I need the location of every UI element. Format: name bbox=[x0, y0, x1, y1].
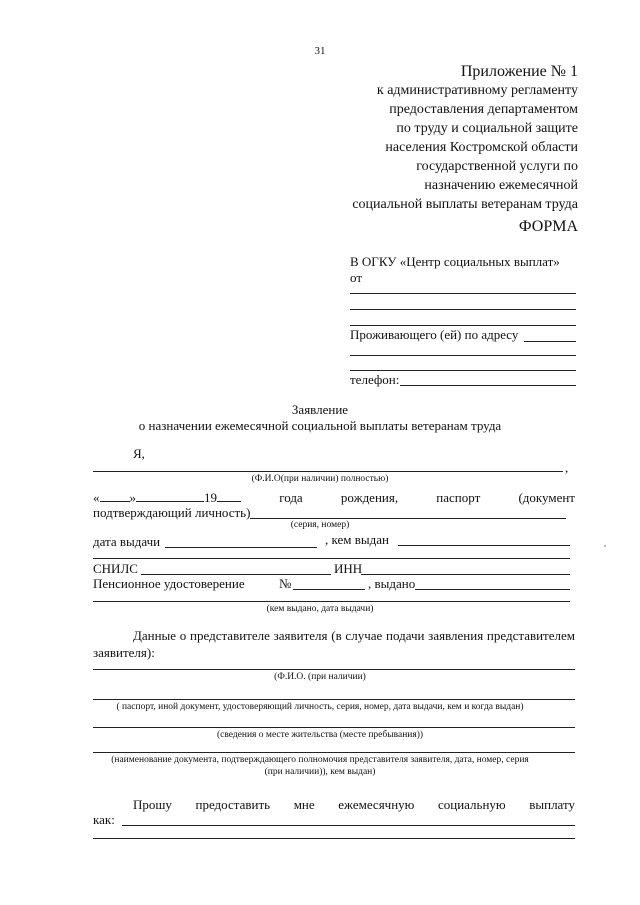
from-line-3[interactable] bbox=[350, 325, 576, 326]
appendix-line: населения Костромской области bbox=[385, 140, 578, 155]
representative-intro: Данные о представителе заявителя (в случае подачи заявления представителем заявителя): bbox=[93, 628, 575, 660]
rep-passport-line[interactable] bbox=[93, 699, 575, 700]
phone-line[interactable] bbox=[400, 385, 576, 386]
request-word: выплату bbox=[529, 797, 575, 812]
request-word: Прошу bbox=[133, 797, 172, 812]
snils-line[interactable] bbox=[141, 574, 331, 575]
statement-subtitle: о назначении ежемесячной социальной выплаты ветеранам труда bbox=[138, 418, 502, 433]
birth-day-field[interactable] bbox=[100, 489, 130, 502]
rep-authority-caption-2: (при наличии)), кем выдан) bbox=[264, 767, 376, 777]
address-line-1[interactable] bbox=[350, 355, 576, 356]
request-word: социальную bbox=[437, 797, 506, 812]
pension-cert-label: Пенсионное удостоверение bbox=[93, 576, 245, 591]
request-word: ежемесячную bbox=[338, 797, 415, 812]
inn-line[interactable] bbox=[361, 574, 570, 575]
fio-comma: , bbox=[565, 460, 569, 475]
rep-residence-caption: (сведения о месте жительства (месте пребывания)) bbox=[216, 730, 424, 740]
appendix-line: социальной выплаты ветеранам труда bbox=[352, 197, 578, 212]
rep-fio-line[interactable] bbox=[93, 669, 575, 670]
how-line-2[interactable] bbox=[93, 838, 575, 839]
confirming-label: подтверждающий личность) bbox=[93, 505, 251, 520]
pension-issued-line-2[interactable] bbox=[93, 601, 570, 602]
issued-by-label: , кем выдан bbox=[325, 532, 389, 547]
rep-authority-caption-1: (наименование документа, подтверждающего полномочия представителя заявителя, дата, номер, серия bbox=[111, 755, 529, 765]
word-birth: рождения, bbox=[340, 490, 399, 505]
birth-year-field[interactable] bbox=[217, 489, 241, 502]
appendix-line: к административному регламенту bbox=[376, 83, 578, 98]
passport-line[interactable] bbox=[250, 518, 566, 519]
series-caption: (серия, номер) bbox=[290, 520, 350, 530]
request-word: мне bbox=[293, 797, 315, 812]
how-line[interactable] bbox=[122, 825, 575, 826]
from-line-2[interactable] bbox=[350, 309, 576, 310]
rep-fio-caption: (Ф.И.О. (при наличии) bbox=[274, 672, 366, 682]
fio-caption: (Ф.И.О(при наличии) полностью) bbox=[251, 474, 389, 484]
from-line-1[interactable] bbox=[350, 293, 576, 294]
appendix-line: предоставления департаментом bbox=[389, 102, 578, 117]
applicant-i: Я, bbox=[133, 446, 145, 461]
request-word: предоставить bbox=[195, 797, 271, 812]
word-year: года bbox=[279, 490, 303, 505]
issued-caption: (кем выдано, дата выдачи) bbox=[266, 604, 374, 614]
issued-by-line[interactable] bbox=[398, 545, 570, 546]
number-sign: № bbox=[279, 576, 292, 591]
fio-line[interactable] bbox=[93, 471, 563, 472]
issue-date-line[interactable] bbox=[165, 547, 317, 548]
appendix-line: назначению ежемесячной bbox=[424, 178, 578, 193]
birth-month-field[interactable] bbox=[136, 489, 204, 502]
statement-title: Заявление bbox=[291, 402, 349, 417]
birth-close-quote: » bbox=[129, 490, 136, 505]
scan-speck bbox=[604, 545, 606, 547]
how-label: как: bbox=[93, 812, 115, 827]
word-document: (документ bbox=[518, 490, 575, 505]
word-passport: паспорт bbox=[436, 490, 481, 505]
appendix-line: государственной услуги по bbox=[416, 159, 578, 174]
rep-residence-line[interactable] bbox=[93, 727, 575, 728]
birth-row bbox=[93, 489, 575, 506]
rep-passport-caption: ( паспорт, иной документ, удостоверяющий личность, серия, номер, дата выдачи, кем и когда выдан) bbox=[116, 702, 524, 712]
phone-label: телефон: bbox=[350, 372, 400, 387]
birth-year-prefix: 19 bbox=[204, 490, 217, 505]
appendix-block bbox=[352, 62, 578, 214]
issued-by-line-2[interactable] bbox=[93, 558, 570, 559]
issued-label: , выдано bbox=[368, 576, 416, 591]
residing-label: Проживающего (ей) по адресу bbox=[350, 327, 519, 342]
issue-date-label: дата выдачи bbox=[93, 534, 161, 549]
recipient-from: от bbox=[350, 270, 363, 285]
address-line-0[interactable] bbox=[524, 341, 576, 342]
rep-authority-line[interactable] bbox=[93, 752, 575, 753]
pension-number-line[interactable] bbox=[293, 589, 365, 590]
inn-label: ИНН bbox=[334, 561, 363, 576]
appendix-title: Приложение № 1 bbox=[460, 63, 578, 80]
page-number: 31 bbox=[314, 45, 326, 57]
pension-issued-line[interactable] bbox=[415, 589, 570, 590]
address-line-2[interactable] bbox=[350, 370, 576, 371]
birth-open-quote: « bbox=[93, 490, 100, 505]
form-label: ФОРМА bbox=[518, 218, 578, 235]
appendix-line: по труду и социальной защите bbox=[396, 121, 578, 136]
recipient-to: В ОГКУ «Центр социальных выплат» bbox=[350, 254, 560, 269]
request-row bbox=[133, 797, 575, 813]
snils-label: СНИЛС bbox=[93, 561, 138, 576]
